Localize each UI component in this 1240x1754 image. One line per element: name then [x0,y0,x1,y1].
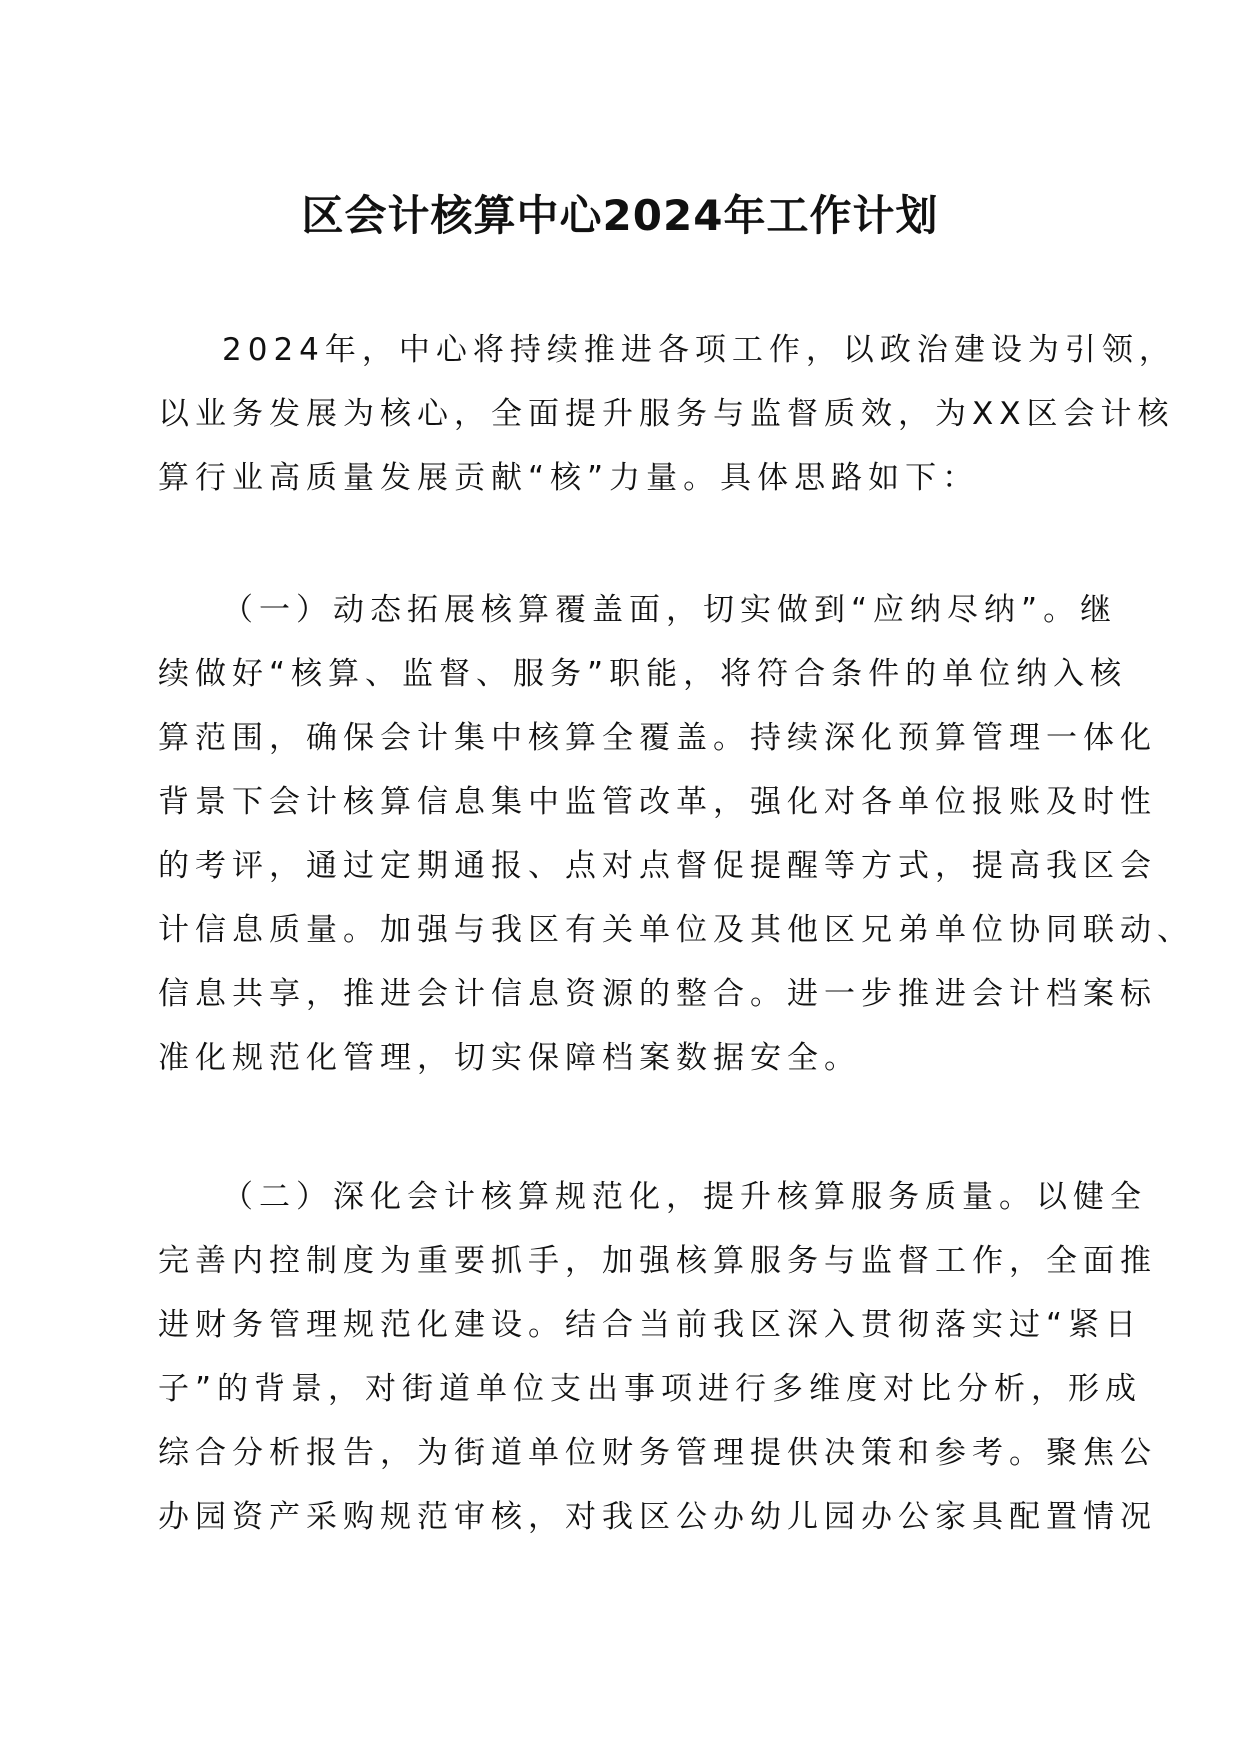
paragraph-line: 算行业高质量发展贡献“核”力量。具体思路如下： [158,460,980,496]
paragraph-line: 办园资产采购规范审核，对我区公办幼儿园办公家具配置情况 [158,1499,1157,1535]
paragraph-line: （一）动态拓展核算覆盖面，切实做到“应纳尽纳”。继 [222,592,1118,628]
paragraph-line: 完善内控制度为重要抓手，加强核算服务与监督工作，全面推 [158,1243,1157,1279]
paragraph-section-2 [158,1165,1157,1549]
paragraph-line: 的考评，通过定期通报、点对点督促提醒等方式，提高我区会 [158,848,1157,884]
paragraph-line: 计信息质量。加强与我区有关单位及其他区兄弟单位协同联动、 [158,912,1194,948]
paragraph-line: 以业务发展为核心，全面提升服务与监督质效，为XX区会计核 [158,396,1175,432]
paragraph-line: 进财务管理规范化建设。结合当前我区深入贯彻落实过“紧日 [158,1307,1143,1343]
document-title: 区会计核算中心2024年工作计划 [301,191,939,240]
paragraph-line: 综合分析报告，为街道单位财务管理提供决策和参考。聚焦公 [158,1435,1157,1471]
paragraph-intro [158,318,1176,510]
paragraph-line: 续做好“核算、监督、服务”职能，将符合条件的单位纳入核 [158,656,1128,692]
paragraph-line: 子”的背景，对街道单位支出事项进行多维度对比分析，形成 [158,1371,1143,1407]
paragraph-line: 算范围，确保会计集中核算全覆盖。持续深化预算管理一体化 [158,720,1157,756]
paragraph-line: 信息共享，推进会计信息资源的整合。进一步推进会计档案标 [158,976,1157,1012]
paragraph-line: 2024年，中心将持续推进各项工作，以政治建设为引领， [222,332,1176,368]
paragraph-section-1 [158,578,1194,1090]
paragraph-line: 准化规范化管理，切实保障档案数据安全。 [158,1040,861,1076]
paragraph-line: 背景下会计核算信息集中监管改革，强化对各单位报账及时性 [158,784,1157,820]
paragraph-line: （二）深化会计核算规范化，提升核算服务质量。以健全 [222,1179,1147,1215]
